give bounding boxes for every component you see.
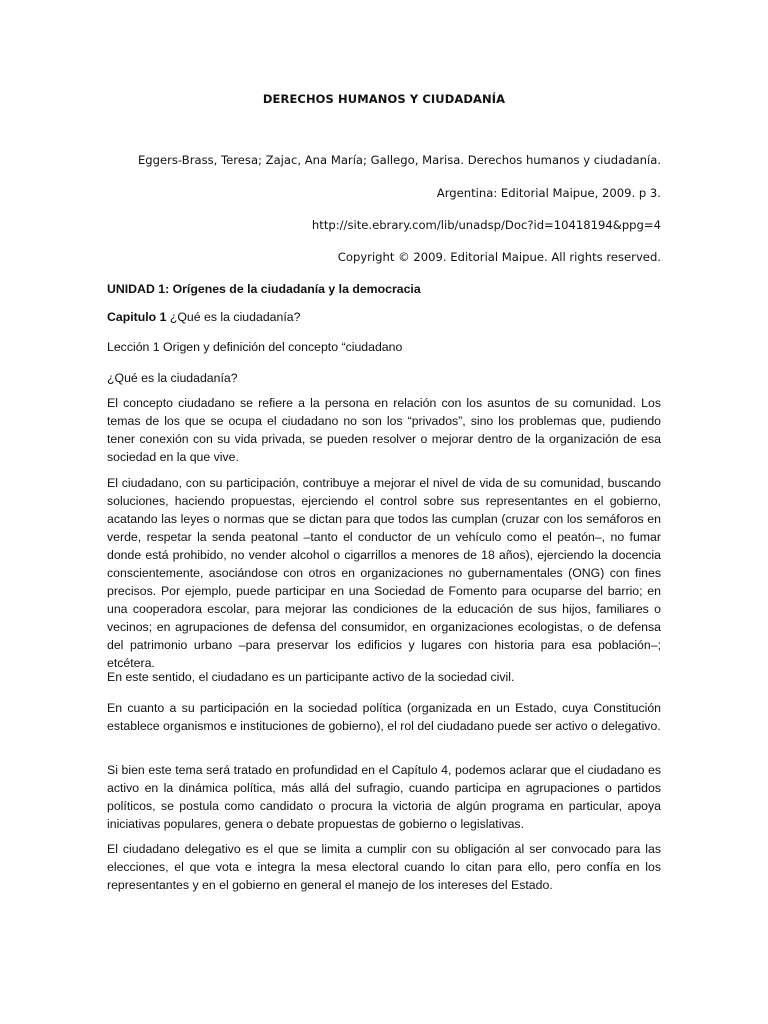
paragraph: El concepto ciudadano se refiere a la persona en relación con los asuntos de su comunidad. Los temas de los que se ocupa el ciudadano no son los “privados”, sino los problemas que, pudiendo tener conexión con su vida privada, se pueden resolver o mejorar dentro de la organización de esa sociedad en la que vive. xyxy=(107,396,661,464)
unit-heading: UNIDAD 1: Orígenes de la ciudadanía y la democracia xyxy=(107,282,421,296)
chapter-heading xyxy=(107,308,661,326)
question-heading: ¿Qué es la ciudadanía? xyxy=(107,371,238,385)
citation-url: http://site.ebrary.com/lib/unadsp/Doc?id=10418194&ppg=4 xyxy=(311,218,661,232)
paragraph: Si bien este tema será tratado en profundidad en el Capítulo 4, podemos aclarar que el ciudadano es activo en la dinámica política, más allá del sufragio, cuando participa en agrupaciones o partidos políticos, se postula como candidato o procura la victoria de algún programa en particular, apoya iniciativas populares, genera o debate propuestas de gobierno o legislativas. xyxy=(107,763,661,831)
paragraph: En este sentido, el ciudadano es un participante activo de la sociedad civil. xyxy=(107,670,515,684)
chapter-title: ¿Qué es la ciudadanía? xyxy=(166,310,301,324)
chapter-label: Capitulo 1 xyxy=(107,310,167,324)
citation-authors: Eggers-Brass, Teresa; Zajac, Ana María; Gallego, Marisa. Derechos humanos y ciudadanía. xyxy=(137,153,661,167)
citation-copyright: Copyright © 2009. Editorial Maipue. All rights reserved. xyxy=(337,250,661,264)
lesson-heading: Lección 1 Origen y definición del concepto “ciudadano xyxy=(107,340,403,354)
paragraph: En cuanto a su participación en la sociedad política (organizada en un Estado, cuya Constitución establece organismos e instituciones de gobierno), el rol del ciudadano puede ser activo o delegativo. xyxy=(107,701,661,733)
paragraph: El ciudadano delegativo es el que se limita a cumplir con su obligación al ser convocado para las elecciones, el que vota e integra la mesa electoral cuando lo citan para ello, pero confía en los representantes y en el gobierno en general el manejo de los intereses del Estado. xyxy=(107,842,661,892)
citation-publisher: Argentina: Editorial Maipue, 2009. p 3. xyxy=(436,186,661,200)
document-title: DERECHOS HUMANOS Y CIUDADANÍA xyxy=(262,92,506,106)
paragraph: El ciudadano, con su participación, contribuye a mejorar el nivel de vida de su comunidad, buscando soluciones, haciendo propuestas, ejerciendo el control sobre sus representantes en el gobierno, acatando las leyes o normas que se dictan para que todos las cumplan (cruzar con los semáforos en verde, respetar la senda peatonal –tanto el conductor de un vehículo como el peatón–, no fumar donde está prohibido, no vender alcohol o cigarrillos a menores de 18 años), ejerciendo la docencia conscientemente, asociándose con otros en organizaciones no gubernamentales (ONG) con fines precisos. Por ejemplo, puede participar en una Sociedad de Fomento para ocuparse del barrio; en una cooperadora escolar, para mejorar las condiciones de la educación de sus hijos, familiares o vecinos; en agrupaciones de defensa del consumidor, en organizaciones ecologistas, o de defensa del patrimonio urbano –para preservar los edificios y lugares con historia para esa población–; etcétera. xyxy=(107,476,661,670)
